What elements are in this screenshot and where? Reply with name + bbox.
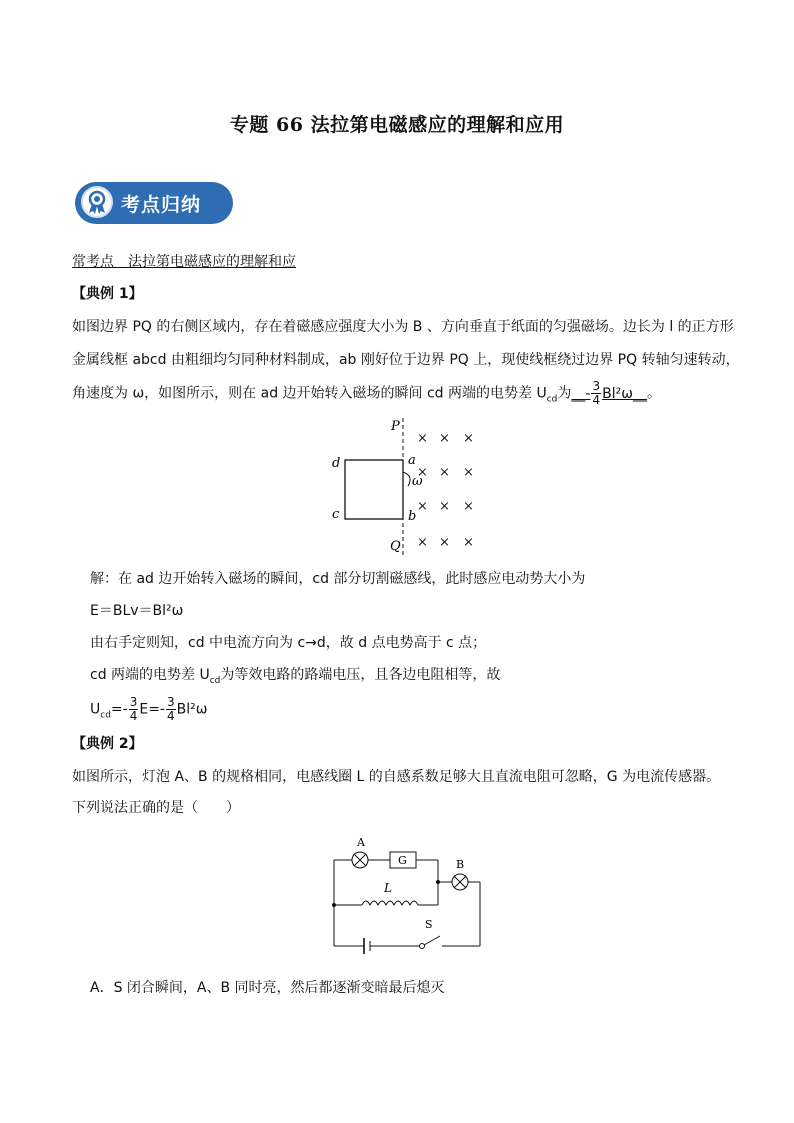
example2-line2: 下列说法正确的是（ ） [72,800,240,816]
svg-text:×: × [417,535,428,550]
label-d: d [332,456,341,471]
topic-heading: 常考点 法拉第电磁感应的理解和应 [72,254,296,270]
svg-text:×: × [417,465,428,480]
svg-text:×: × [439,535,450,550]
example1-line2: 金属线框 abcd 由粗细均匀同种材料制成，ab 刚好位于边界 PQ 上，现使线框绕过边界 PQ 转轴匀速转动， [72,352,740,368]
label-b: b [408,509,417,524]
example2-line1: 如图所示，灯泡 A、B 的规格相同，电感线圈 L 的自感系数足够大且直流电阻可忽略，G 为电流传感器。 [72,769,721,785]
label-Q: Q [390,539,401,554]
example2-circuit [320,830,490,955]
svg-text:×: × [417,499,428,514]
svg-text:×: × [439,499,450,514]
solution-line2: E＝BLv＝Bl²ω [90,603,184,619]
label-G: G [398,854,407,867]
label-B: B [456,858,465,871]
svg-text:×: × [463,499,474,514]
label-P: P [391,419,400,434]
solution-line3: 由右手定则知，cd 中电流方向为 c→d，故 d 点电势高于 c 点； [90,635,487,651]
example2-heading: 【典例 2】 [72,736,143,752]
banner-label: 考点归纳 [121,194,202,216]
award-ribbon-icon [81,186,113,218]
section-banner [75,182,233,224]
svg-text:×: × [417,431,428,446]
example1-heading: 【典例 1】 [72,286,143,302]
label-L: L [384,881,392,895]
label-omega: ω [412,474,423,489]
solution-line5: $U_{cd}=-$ $\frac{3}{4}$ E=- $\frac{3}{4}$ Bl²ω [90,695,208,723]
svg-text:×: × [463,535,474,550]
svg-text:×: × [439,465,450,480]
option-a: A．S 闭合瞬间，A、B 同时亮，然后都逐渐变暗最后熄灭 [90,980,445,996]
svg-text:×: × [463,431,474,446]
solution-line4: cd 两端的电势差 $U_{cd}$为等效电路的路端电压，且各边电阻相等，故 [90,667,501,686]
label-a: a [408,453,416,468]
label-A: A [357,836,365,849]
svg-text:×: × [463,465,474,480]
example1-figure [320,412,490,562]
solution-line1: 解：在 ad 边开始转入磁场的瞬间，cd 部分切割磁感线，此时感应电动势大小为 [90,571,586,587]
label-c: c [332,507,340,522]
label-S: S [425,918,433,931]
page-title: 专题 66 法拉第电磁感应的理解和应用 [229,114,565,136]
example1-line1: 如图边界 PQ 的右侧区域内，存在着磁感应强度大小为 B 、方向垂直于纸面的匀强磁场。边长为 l 的正方形 [72,319,734,335]
svg-text:×: × [439,431,450,446]
example1-line3: 角速度为 ω，如图所示，则在 ad 边开始转入磁场的瞬间 cd 两端的电势差 $U_{cd}$为__- $\frac{3}{4}$ Bl²ω__。 [72,379,661,407]
